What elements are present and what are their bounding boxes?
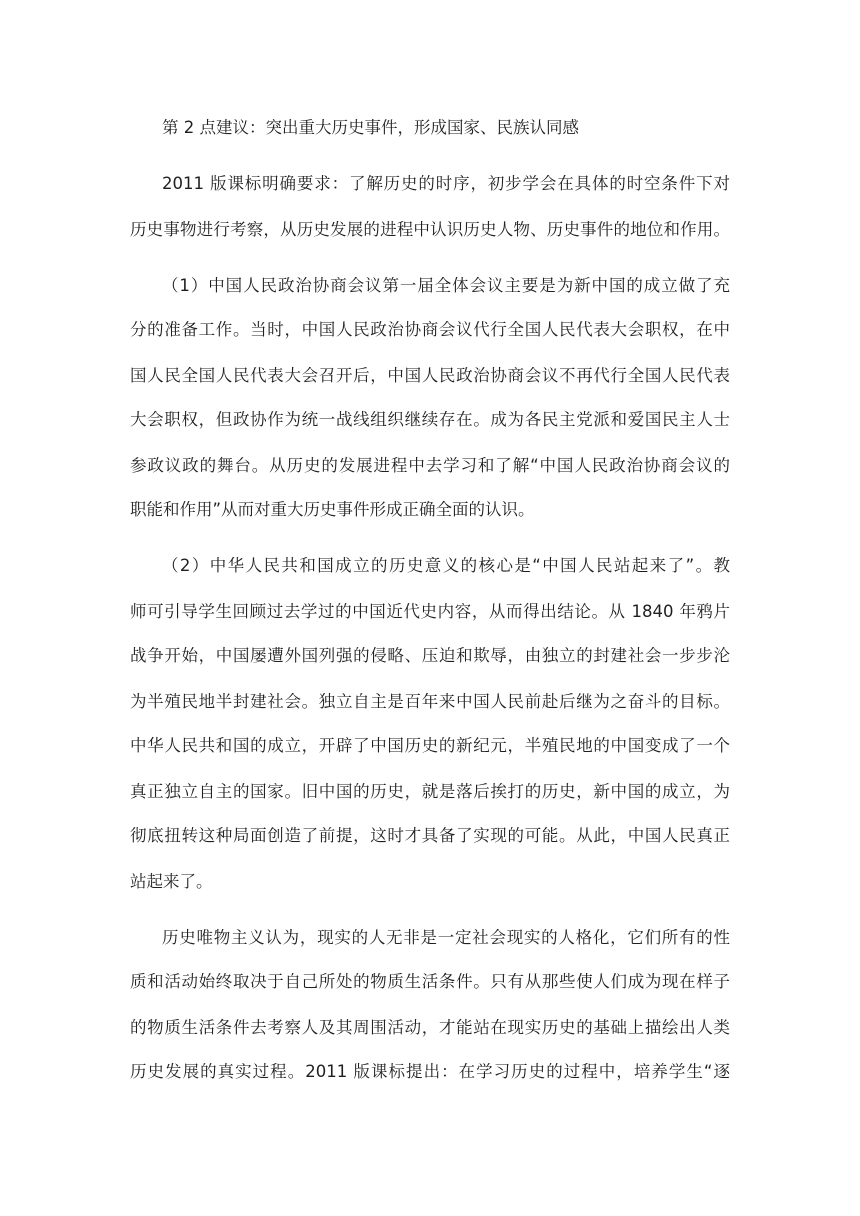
paragraph-line: 分的准备工作。当时，中国人民政治协商会议代行全国人民代表大会职权，在中 [130,320,730,339]
paragraph-line: 彻底扭转这种局面创造了前提，这时才具备了实现的可能。从此，中国人民真正 [130,826,730,845]
paragraph-line: 的物质生活条件去考察人及其周围活动，才能站在现实历史的基础上描绘出人类 [130,1018,730,1037]
paragraph-line: 历史唯物主义认为，现实的人无非是一定社会现实的人格化，它们所有的性 [162,928,730,947]
paragraph-line: 为半殖民地半封建社会。独立自主是百年来中国人民前赴后继为之奋斗的目标。 [130,692,730,711]
paragraph-line: 历史发展的真实过程。2011 版课标提出：在学习历史的过程中，培养学生“逐 [130,1062,730,1081]
paragraph-line: 职能和作用”从而对重大历史事件形成正确全面的认识。 [130,500,535,519]
paragraph-line: 大会职权，但政协作为统一战线组织继续存在。成为各民主党派和爱国民主人士 [130,410,730,429]
paragraph-line: 质和活动始终取决于自己所处的物质生活条件。只有从那些使人们成为现在样子 [130,972,730,991]
paragraph-line: （2）中华人民共和国成立的历史意义的核心是“中国人民站起来了”。教 [162,556,730,575]
paragraph-line: 真正独立自主的国家。旧中国的历史，就是落后挨打的历史，新中国的成立，为 [130,782,730,801]
paragraph-line: 2011 版课标明确要求：了解历史的时序，初步学会在具体的时空条件下对 [162,174,730,193]
paragraph-line: 战争开始，中国屡遭外国列强的侵略、压迫和欺辱，由独立的封建社会一步步沦 [130,646,730,665]
paragraph-line: 中华人民共和国的成立，开辟了中国历史的新纪元，半殖民地的中国变成了一个 [130,736,730,755]
section-heading: 第 2 点建议：突出重大历史事件，形成国家、民族认同感 [162,118,579,137]
paragraph-line: （1）中国人民政治协商会议第一届全体会议主要是为新中国的成立做了充 [162,276,730,295]
paragraph-line: 师可引导学生回顾过去学过的中国近代史内容，从而得出结论。从 1840 年鸦片 [130,602,730,621]
paragraph-line: 参政议政的舞台。从历史的发展进程中去学习和了解“中国人民政治协商会议的 [130,456,730,475]
paragraph-line: 历史事物进行考察，从历史发展的进程中认识历史人物、历史事件的地位和作用。 [130,220,730,239]
paragraph-line: 站起来了。 [130,872,213,891]
paragraph-line: 国人民全国人民代表大会召开后，中国人民政治协商会议不再代行全国人民代表 [130,366,730,385]
